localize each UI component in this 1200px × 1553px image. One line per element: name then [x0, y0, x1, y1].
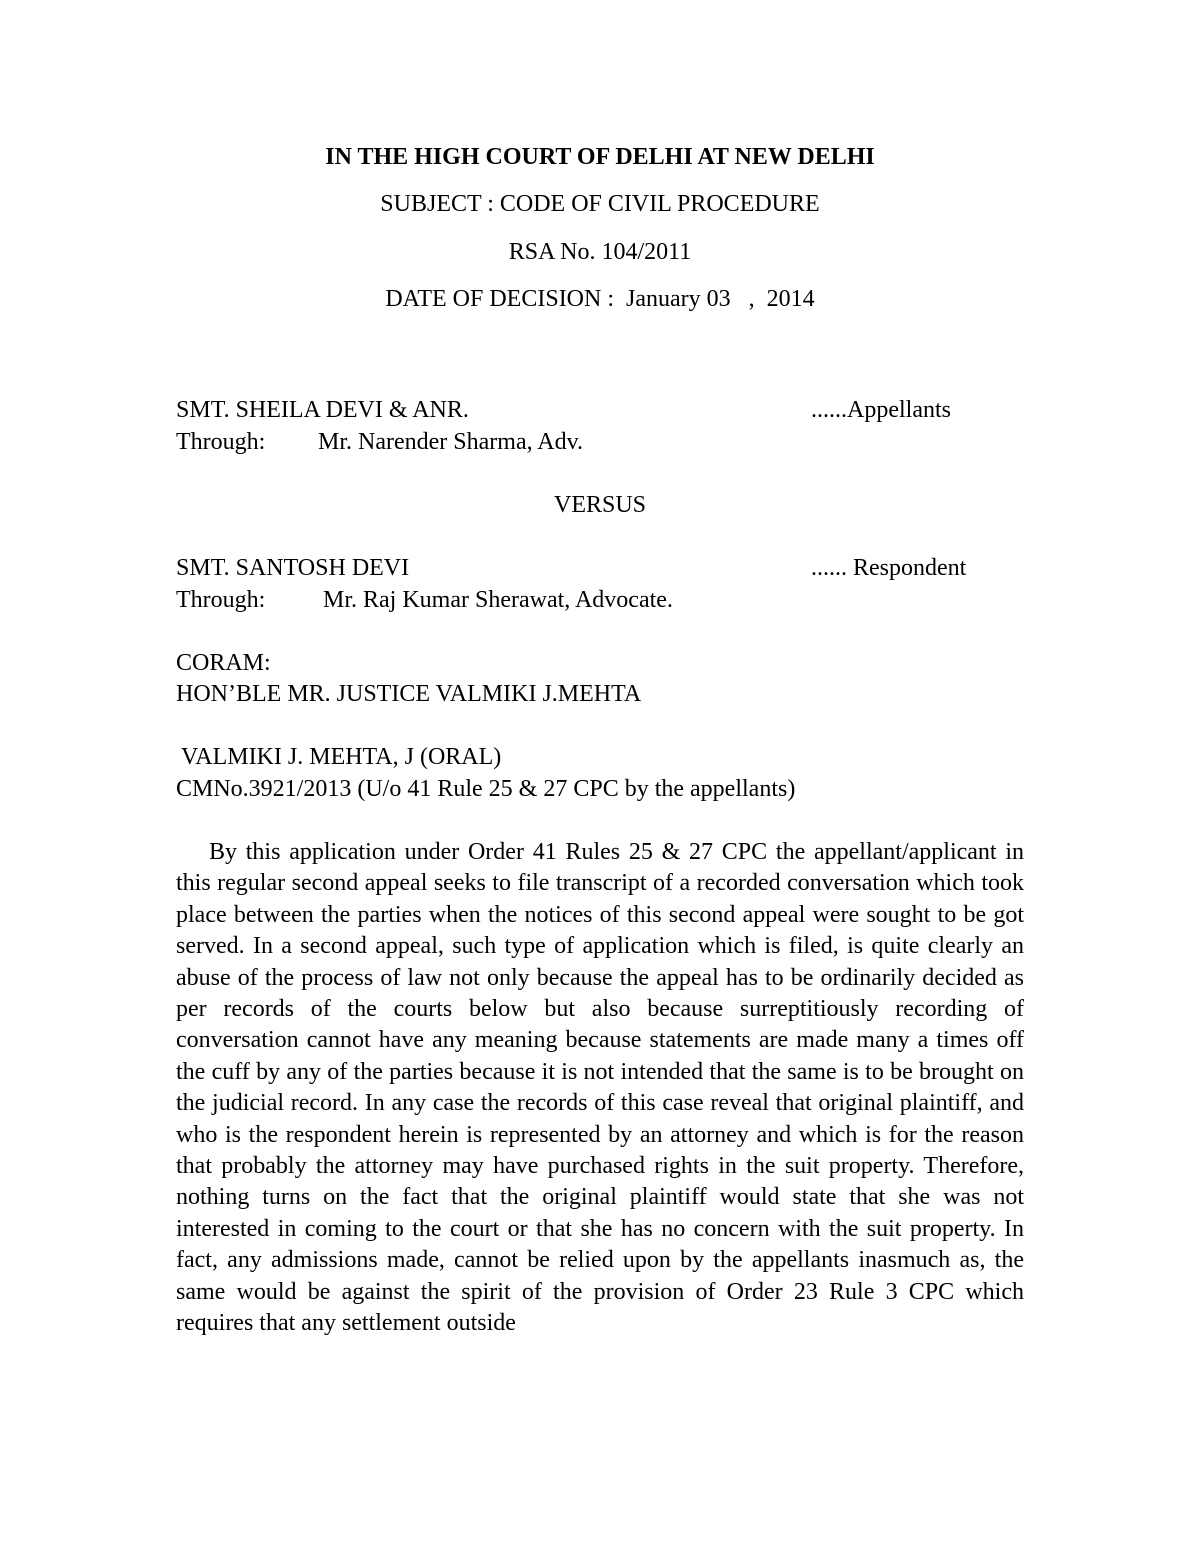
appellant-through-label: Through: — [176, 429, 266, 455]
decision-date: DATE OF DECISION : January 03 , 2014 — [385, 286, 815, 312]
respondent-name: SMT. SANTOSH DEVI — [176, 555, 410, 581]
case-number: RSA No. 104/2011 — [508, 239, 692, 265]
appellant-role: ......Appellants — [811, 397, 951, 423]
coram-judge: HON’BLE MR. JUSTICE VALMIKI J.MEHTA — [176, 681, 642, 707]
respondent-through-label: Through: — [176, 587, 266, 613]
judgment-author: VALMIKI J. MEHTA, J (ORAL) — [181, 744, 502, 770]
respondent-counsel: Mr. Raj Kumar Sherawat, Advocate. — [323, 587, 673, 613]
appellant-name: SMT. SHEILA DEVI & ANR. — [176, 397, 469, 423]
coram-label: CORAM: — [176, 650, 271, 676]
court-title: IN THE HIGH COURT OF DELHI AT NEW DELHI — [325, 144, 875, 170]
subject-line: SUBJECT : CODE OF CIVIL PROCEDURE — [380, 191, 820, 217]
appellant-counsel: Mr. Narender Sharma, Adv. — [318, 429, 584, 455]
application-reference: CMNo.3921/2013 (U/o 41 Rule 25 & 27 CPC by the appellants) — [176, 776, 796, 802]
versus-label: VERSUS — [553, 492, 647, 518]
respondent-role: ...... Respondent — [811, 555, 967, 581]
judgment-paragraph: By this application under Order 41 Rules 25 & 27 CPC the appellant/applicant in this regular second appeal seeks to file transcript of a recorded conversation which took place between the parties when the notices of this second appeal were sought to be got served. In a second appeal, such type of application which is filed, is quite clearly an abuse of the process of law not only because the appeal has to be ordinarily decided as per records of the courts below but also because surreptitiously recording of conversation cannot have any meaning because statements are made many a times off the cuff by any of the parties because it is not intended that the same is to be brought on the judicial record. In any case the records of this case reveal that original plaintiff, and who is the respondent herein is represented by an attorney and which is for the reason that probably the attorney may have purchased rights in the suit property. Therefore, nothing turns on the fact that the original plaintiff would state that she was not interested in coming to the court or that she has no concern with the suit property. In fact, any admissions made, cannot be relied upon by the appellants inasmuch as, the same would be against the spirit of the provision of Order 23 Rule 3 CPC which requires that any settlement outside — [176, 839, 1024, 1337]
